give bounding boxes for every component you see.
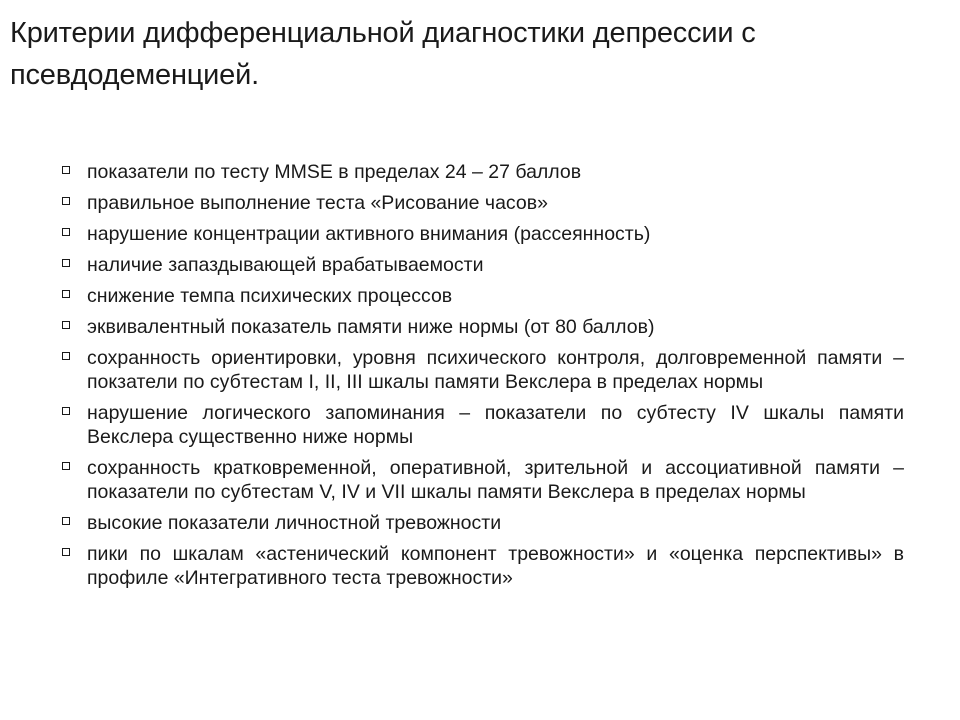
list-item [62,284,904,308]
list-item-text: высокие показатели личностной тревожности [87,512,502,534]
hollow-square-bullet-icon [62,462,70,470]
hollow-square-bullet-icon [62,548,70,556]
list-item [62,456,904,504]
list-item-text: нарушение логического запоминания – показатели по субтесту IV шкалы памяти Векслера существенно ниже нормы [87,402,904,448]
list-item-text: нарушение концентрации активного внимания (рассеянность) [87,223,651,245]
criteria-list [62,160,904,597]
list-item [62,253,904,277]
hollow-square-bullet-icon [62,166,70,174]
hollow-square-bullet-icon [62,197,70,205]
hollow-square-bullet-icon [62,517,70,525]
list-item [62,511,904,535]
list-item [62,160,904,184]
slide-title: Критерии дифференциальной диагностики депрессии с псевдодеменцией. [10,17,756,91]
hollow-square-bullet-icon [62,407,70,415]
list-item [62,191,904,215]
list-item-text: сохранность ориентировки, уровня психического контроля, долговременной памяти – покзатели по субтестам I, II, III шкалы памяти Векслера в пределах нормы [87,347,904,393]
list-item [62,542,904,590]
hollow-square-bullet-icon [62,228,70,236]
list-item-text: сохранность кратковременной, оперативной, зрительной и ассоциативной памяти – показатели по субтестам V, IV и VII шкалы памяти Векслера в пределах нормы [87,457,904,503]
list-item [62,401,904,449]
hollow-square-bullet-icon [62,259,70,267]
hollow-square-bullet-icon [62,321,70,329]
list-item-text: снижение темпа психических процессов [87,285,453,307]
list-item-text: показатели по тесту MMSE в пределах 24 – 27 баллов [87,161,582,183]
list-item-text: эквивалентный показатель памяти ниже нормы (от 80 баллов) [87,316,655,338]
list-item [62,222,904,246]
list-item-text: наличие запаздывающей врабатываемости [87,254,484,276]
list-item-text: правильное выполнение теста «Рисование часов» [87,192,548,214]
hollow-square-bullet-icon [62,290,70,298]
list-item [62,315,904,339]
hollow-square-bullet-icon [62,352,70,360]
list-item-text: пики по шкалам «астенический компонент тревожности» и «оценка перспективы» в профиле «Интегративного теста тревожности» [87,543,904,589]
list-item [62,346,904,394]
